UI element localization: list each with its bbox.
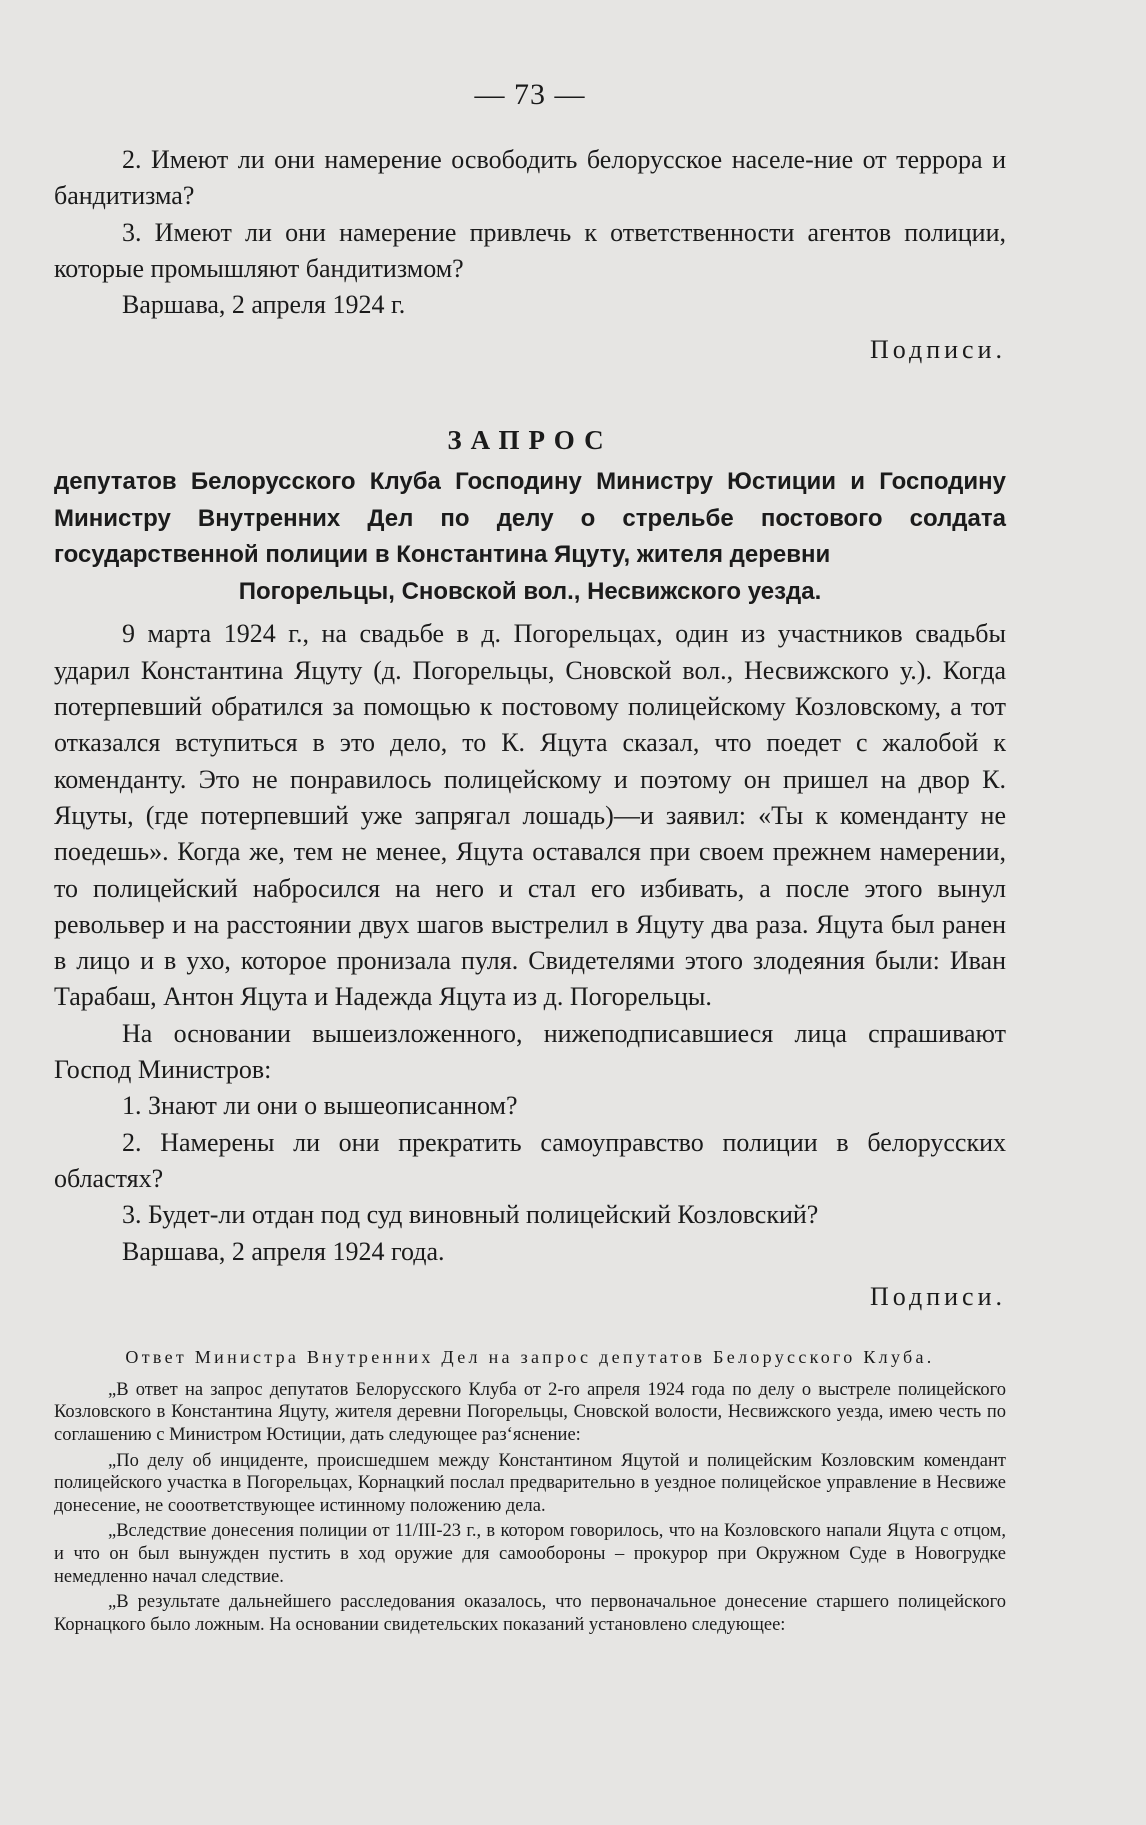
previous-inquiry-end	[54, 142, 1006, 323]
inquiry-body	[54, 616, 1006, 1269]
answer-paragraph: „По делу об инциденте, происшедшем между Константином Яцутой и полицейским Козловским комендант полицейского участка в Погорельцах, Корнацкий послал предварительно в уездное полицейское управление в Несвиже донесение, не сооответствующее истинному положению дела.	[54, 1450, 1006, 1516]
inquiry-subject-line: Погорельцы, Сновской вол., Несвижского уезда.	[238, 577, 822, 605]
answer-paragraph: „В результате дальнейшего расследования оказалось, что первоначальное донесение старшего полицейского Корнацкого было ложным. На основании свидетельских показаний установлено следующее:	[54, 1592, 1006, 1635]
body-paragraph: 9 марта 1924 г., на свадьбе в д. Погорельцах, один из участников свадьбы ударил Константина Яцуту (д. Погорельцы, Сновской вол., Несвижского у.). Когда потерпевший обратился за помощью к постовому полицейскому Козловскому, а тот отказался вступиться в это дело, то К. Яцута сказал, что поедет с жалобой к коменданту. Это не понравилось полицейскому и поэтому он пришел на двор К. Яцуты, (где потерпевший уже запрягал лошадь)—и заявил: «Ты к коменданту не поедешь». Когда же, тем не менее, Яцута оставался при своем прежнем намерении, то полицейский набросился на него и стал его избивать, а после этого вынул револьвер и на расстоянии двух шагов выстрелил в Яцуту два раза. Яцута был ранен в лицо и в ухо, которое пронизала пуля. Свидетелями этого злодеяния были: Иван Тарабаш, Антон Яцута и Надежда Яцута из д. Погорельцы.	[54, 619, 1006, 1012]
place-date: Варшава, 2 апреля 1924 года.	[122, 1236, 445, 1266]
inquiry-subject-line: депутатов Белорусского Клуба Господину Министру Юстиции и Господину Министру Внутренних Дел по делу о стрельбе постового солдата государственной полиции в Константина Яцуту, жителя деревни	[54, 468, 1006, 569]
inquiry-heading: ЗАПРОС	[447, 425, 613, 456]
question-item: 1. Знают ли они о вышеописанном?	[122, 1091, 518, 1121]
answer-paragraph: „Вследствие донесения полиции от 11/III-23 г., в котором говорилось, что на Козловского напали Яцута с отцом, и что он был вынужден пустить в ход оружие для самообороны – прокурор при Окружном Суде в Новогрудке немедленно начал следствие.	[54, 1521, 1006, 1587]
signatures: Подписи.	[869, 1281, 1006, 1311]
answer-body	[54, 1379, 1006, 1637]
question-paragraph: 2. Имеют ли они намерение освободить белорусское населе-ние от террора и бандитизма?	[54, 145, 1006, 211]
answer-title: Ответ Министра Внутренних Дел на запрос депутатов Белорусского Клуба.	[125, 1346, 935, 1367]
inquiry-subject	[54, 464, 1006, 610]
place-date: Варшава, 2 апреля 1924 г.	[122, 290, 406, 320]
page-number: — 73 —	[474, 78, 586, 111]
signatures: Подписи.	[869, 335, 1006, 365]
question-item: 3. Будет-ли отдан под суд виновный полицейский Козловский?	[122, 1200, 819, 1230]
body-paragraph: На основании вышеизложенного, нижеподписавшиеся лица спрашивают Господ Министров:	[54, 1018, 1006, 1085]
question-paragraph: 3. Имеют ли они намерение привлечь к ответственности агентов полиции, которые промышляют бандитизмом?	[54, 217, 1006, 283]
answer-paragraph: „В ответ на запрос депутатов Белорусского Клуба от 2-го апреля 1924 года по делу о выстреле полицейского Козловского в Константина Яцуту, жителя деревни Погорельцы, Сновской волости, Несвижского уезда, имею честь по соглашению с Министром Юстиции, дать следующее раз‘яснение:	[54, 1379, 1006, 1446]
question-item: 2. Намерены ли они прекратить самоуправство полиции в белорусских областях?	[54, 1127, 1006, 1193]
